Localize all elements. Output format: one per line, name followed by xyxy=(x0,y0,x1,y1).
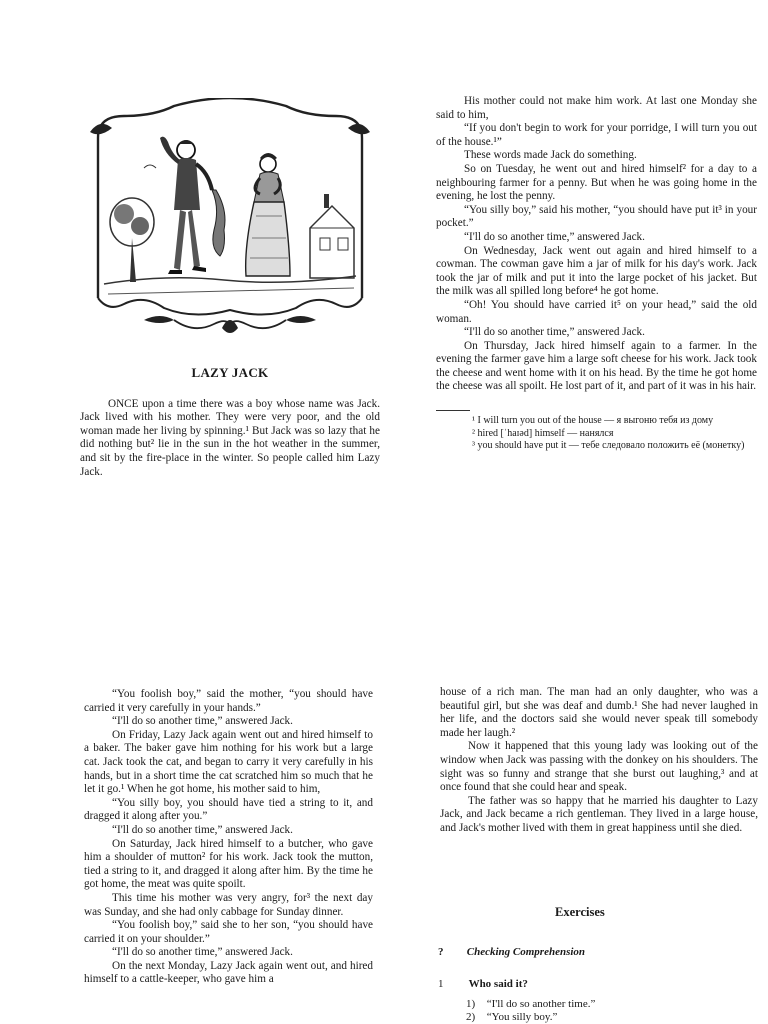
story-paragraph: “Oh! You should have carried it⁵ on your head,” said the old woman. xyxy=(436,298,757,325)
footnotes xyxy=(436,415,757,461)
footnote: ³ you should have put it — тебе следовало положить её (монетку) xyxy=(472,440,745,452)
story-paragraph: “You silly boy,” said his mother, “you should have put it³ in your pocket.” xyxy=(436,203,757,230)
story-paragraph: The father was so happy that he married his daughter to Lazy Jack, and Jack became a rich gentleman. They lived in a large house, and Jack's mother lived with them in great happiness until she died. xyxy=(440,794,758,834)
story-paragraph: These words made Jack do something. xyxy=(464,149,637,162)
exercise-question-number: 1 xyxy=(438,978,444,990)
story-paragraph: On Friday, Lazy Jack again went out and hired himself to a baker. The baker gave him nothing for his work but a large cat. Jack took the cat, and began to carry it very carefully in his hands, but in a short time the cat scratched him so much that he let it go.¹ When he got home, his mother said to him, xyxy=(84,728,373,796)
story-paragraph: “I'll do so another time,” answered Jack. xyxy=(112,823,293,836)
story-paragraph: This time his mother was very angry, for³ the next day was Sunday, and she had only cabbage for Sunday dinner. xyxy=(84,891,373,918)
exercise-section-heading xyxy=(438,946,585,958)
exercise-question xyxy=(438,978,528,990)
story-paragraph: On the next Monday, Lazy Jack again went out, and hired himself to a cattle-keeper, who gave him a xyxy=(84,959,373,986)
story-paragraph: house of a rich man. The man had an only daughter, who was a beautiful girl, but she was deaf and dumb.¹ She had never laughed in her life, and the doctors said she would never speak till somebody made her laugh.² xyxy=(440,686,758,739)
story-paragraph: “You foolish boy,” said the mother, “you should have carried it very carefully in your hands.” xyxy=(84,688,373,714)
exercise-item-number: 1) xyxy=(466,998,476,1010)
story-paragraph: “If you don't begin to work for your porridge, I will turn you out of the house.¹” xyxy=(436,122,757,148)
story-paragraph: On Thursday, Jack hired himself again to a farmer. In the evening the farmer gave him a large soft cheese for his work. Jack took the cheese and went home with it on his head. By the time he got home the cheese was all spoilt. He lost part of it, and part of it was in his hair. xyxy=(436,339,757,393)
exercise-question-text: Who said it? xyxy=(468,978,528,990)
exercise-item xyxy=(466,998,595,1011)
story-paragraph: “I'll do so another time,” answered Jack. xyxy=(464,230,645,243)
footnote-divider xyxy=(436,410,470,411)
story-paragraph: On Wednesday, Jack went out again and hired himself to a cowman. The cowman gave him a jar of milk for his day's work. Jack took the jar of milk and put it into the large pocket of his jacket. But the milk was all spilled long before⁴ he got home. xyxy=(436,244,757,298)
story-paragraph: His mother could not make him work. At last one Monday she said to him, xyxy=(436,95,757,121)
exercise-item-number: 2) xyxy=(466,1011,476,1023)
story-paragraph: On Saturday, Jack hired himself to a butcher, who gave him a shoulder of mutton² for his work. Jack took the mutton, tied a string to it, and dragged it along after him. By the time he got home, the meat was quite spoilt. xyxy=(84,837,373,891)
story-title: LAZY JACK xyxy=(191,365,269,380)
story-paragraph: “I'll do so another time,” answered Jack. xyxy=(112,715,293,728)
story-continuation-left xyxy=(84,688,373,987)
story-paragraph: “You foolish boy,” said she to her son, “you should have carried it on your shoulder.” xyxy=(84,919,373,945)
story-illustration xyxy=(84,98,376,338)
story-paragraph: Now it happened that this young lady was looking out of the window when Jack was passing with the donkey on his shoulders. The sight was so funny and strange that she burst out laughing,³ and at once found that she could hear and speak. xyxy=(440,740,758,794)
story-right-column xyxy=(436,95,757,461)
story-opening-column xyxy=(80,98,380,479)
story-paragraph: “I'll do so another time,” answered Jack. xyxy=(464,326,645,339)
story-paragraph: “You silly boy, you should have tied a string to it, and dragged it along after you.” xyxy=(84,796,373,823)
exercise-section-label: Checking Comprehension xyxy=(466,946,586,958)
exercises-heading: Exercises xyxy=(555,905,605,919)
story-paragraph: ONCE upon a time there was a boy whose name was Jack. Jack lived with his mother. They were very poor, and the old woman made her living by spinning.¹ But Jack was so lazy that he did nothing but² lie in the sun in the hot weather in the summer, and sit by the fire-place in the winter. So people called him Lazy Jack. xyxy=(80,397,380,478)
footnote: ² hired [ˈhaɪəd] himself — нанялся xyxy=(472,427,614,439)
exercise-item xyxy=(466,1011,595,1024)
exercise-item-text: “I'll do so another time.” xyxy=(486,998,596,1010)
footnote: ¹ I will turn you out of the house — я выгоню тебя из дому xyxy=(472,415,714,427)
story-continuation-right xyxy=(440,686,758,836)
question-mark-icon: ? xyxy=(438,946,444,958)
story-paragraph: “I'll do so another time,” answered Jack. xyxy=(112,946,293,959)
exercise-item-text: “You silly boy.” xyxy=(486,1011,558,1023)
exercise-items xyxy=(466,998,595,1024)
story-paragraph: So on Tuesday, he went out and hired himself² for a day to a neighbouring farmer for a penny. But when he was going home in the evening, he lost the penny. xyxy=(436,162,757,203)
